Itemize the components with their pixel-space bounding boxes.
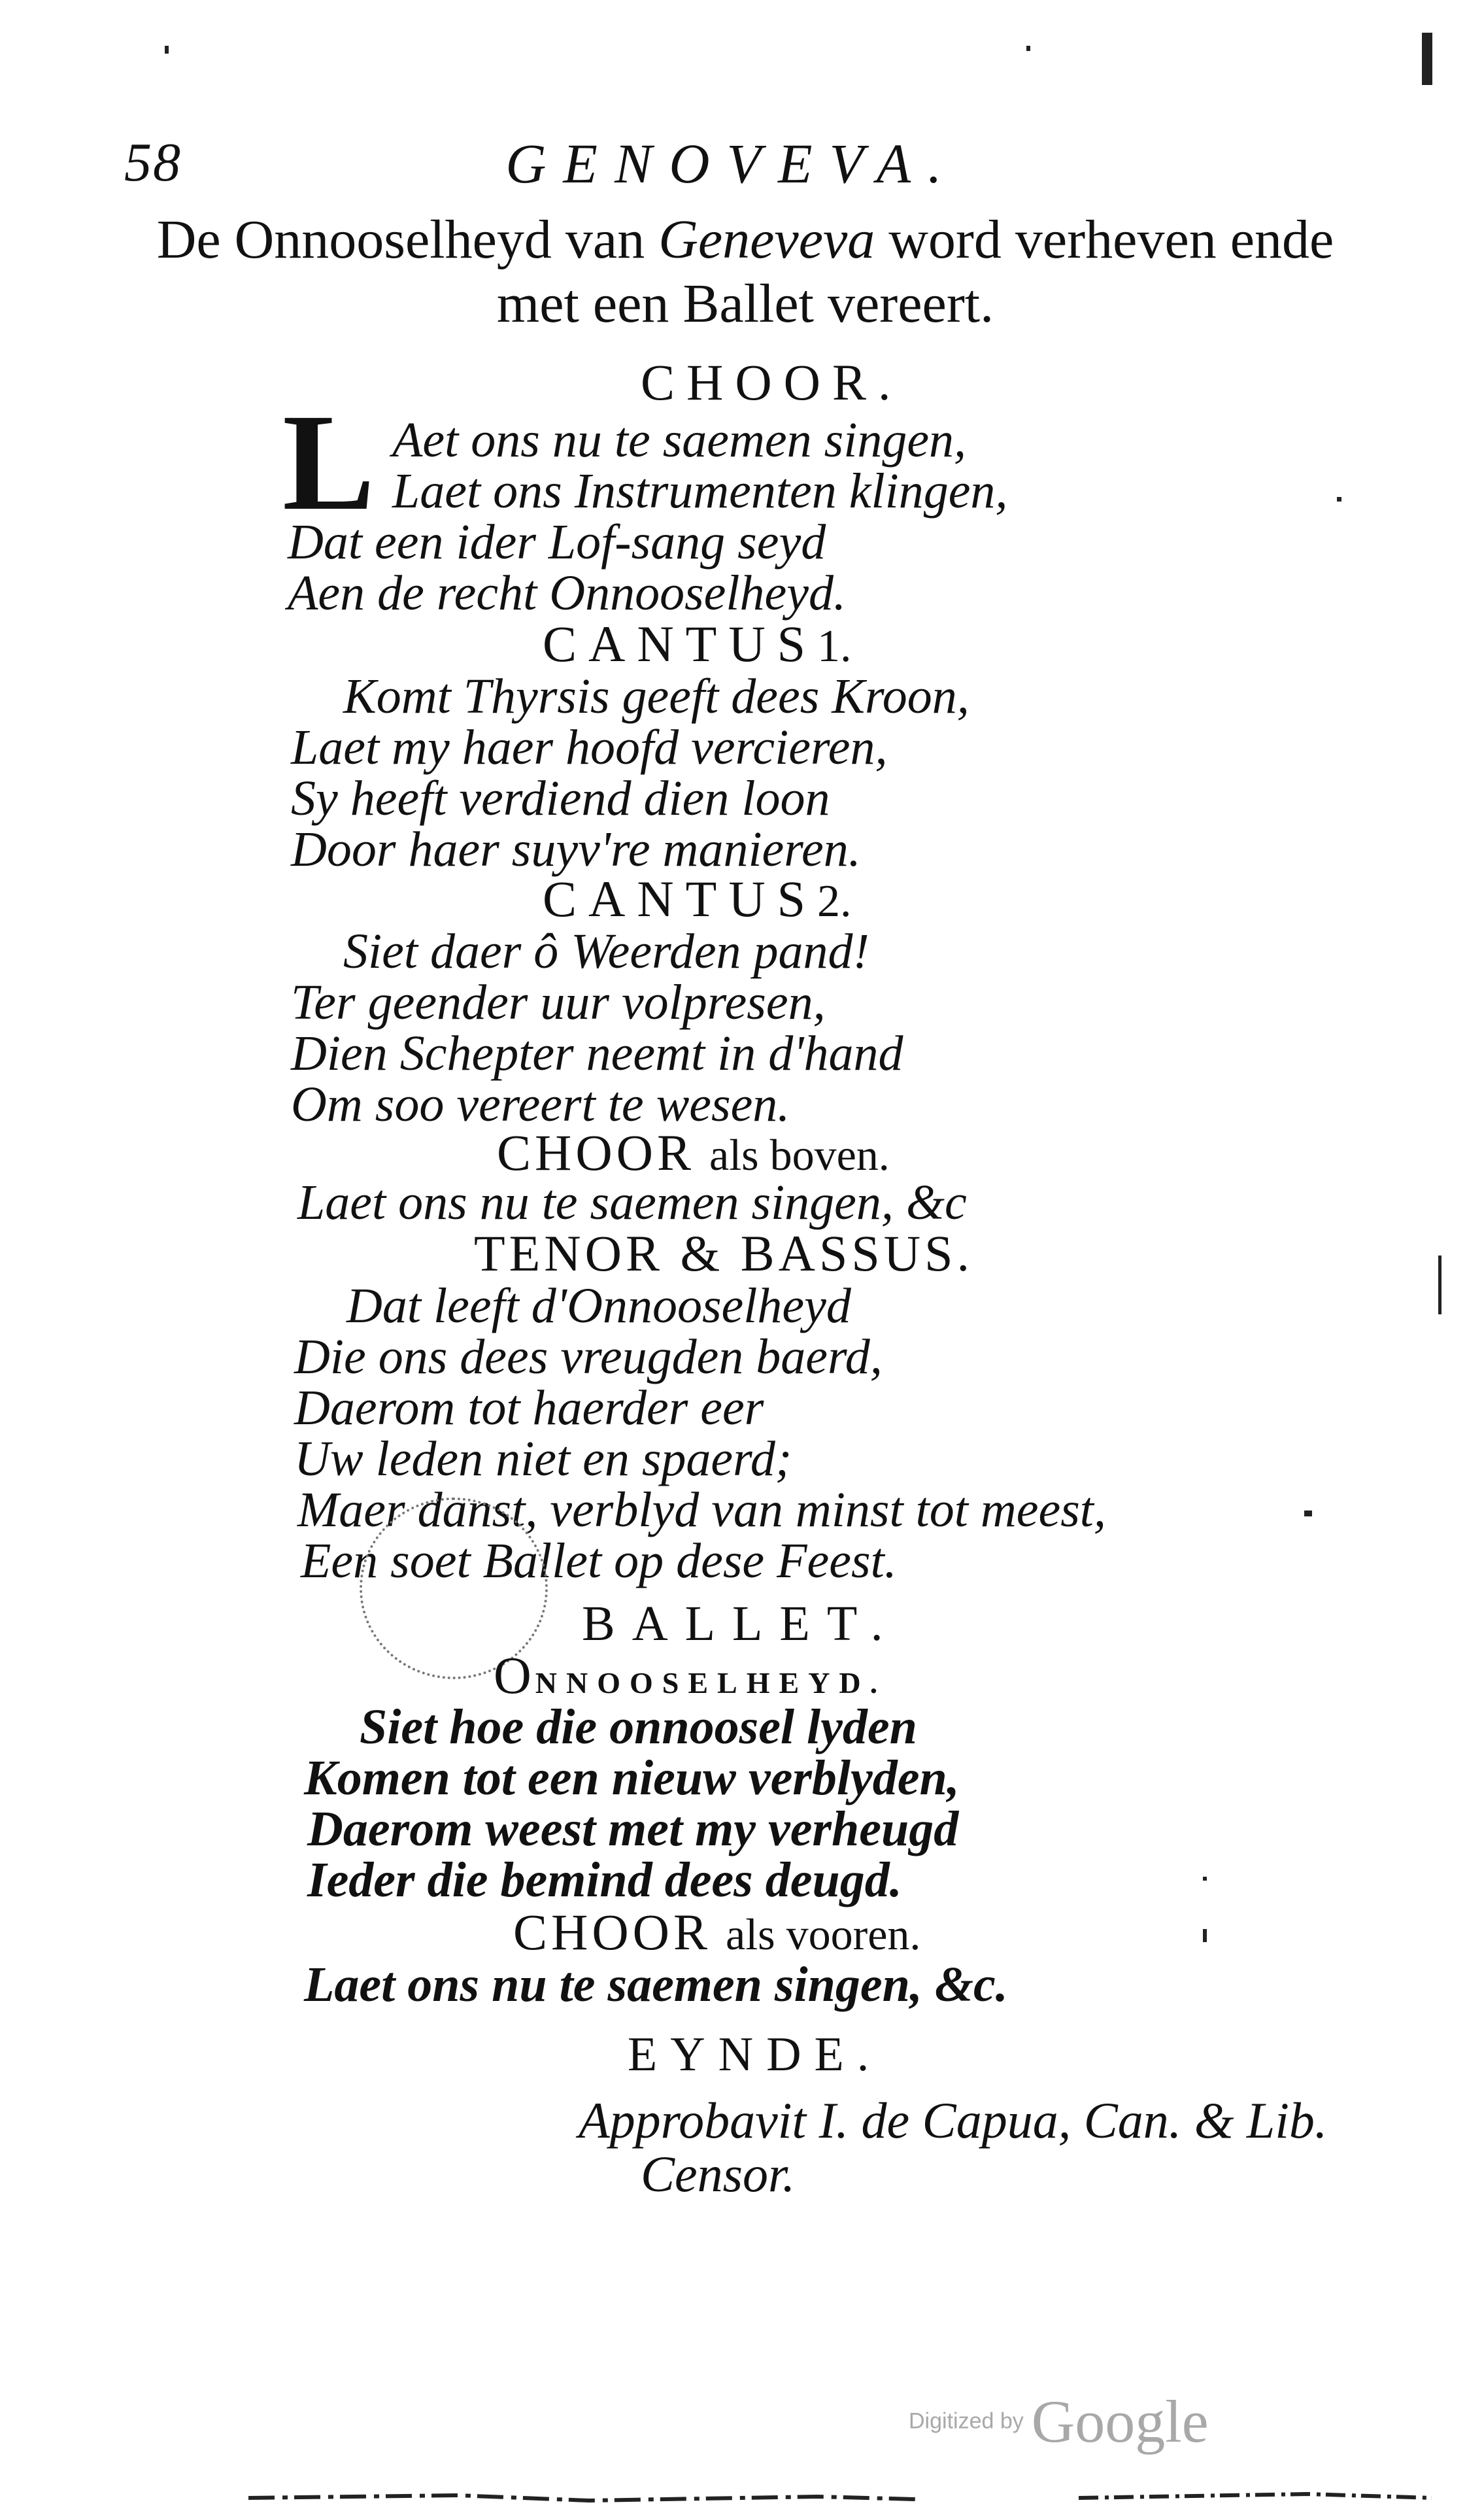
verse-line: Maer danst, verblyd van minst tot meest, <box>297 1482 1106 1537</box>
verse-line: Daerom tot haerder eer <box>294 1380 764 1435</box>
verse-line: Laet ons Instrumenten klingen, <box>392 464 1008 519</box>
verse-line: Dat een ider Lof-sang seyd <box>288 515 826 570</box>
section-title-line-1: De Onnooselheyd van Geneveva word verheven ende <box>156 209 1334 270</box>
verse-line: Dien Schepter neemt in d'hand <box>291 1026 903 1081</box>
watermark-brand: Google <box>1031 2388 1209 2455</box>
scan-bottom-edge <box>0 2478 1484 2511</box>
verse-line: Laet my haer hoofd vercieren, <box>291 720 888 775</box>
verse-line: Aen de recht Onnooselheyd. <box>288 566 846 621</box>
verse-line: Ter geender uur volpresen, <box>291 975 826 1030</box>
verse-line: Komt Thyrsis geeft dees Kroon, <box>343 669 970 724</box>
heading-choor-repeat: CHOOR als boven. <box>497 1124 890 1181</box>
watermark-prefix: Digitized by <box>909 2408 1024 2434</box>
heading-tenor-bassus: TENOR & BASSUS. <box>474 1225 973 1282</box>
verse-line: Uw leden niet en spaerd; <box>294 1431 792 1486</box>
heading-choor: CHOOR. <box>641 354 903 411</box>
verse-line: Siet hoe die onnoosel lyden <box>360 1700 917 1754</box>
verse-line: Om soo vereert te wesen. <box>291 1077 790 1132</box>
heading-cantus-2: CANTUS2. <box>543 870 852 927</box>
running-head <box>124 131 1340 203</box>
scan-speck <box>1304 1511 1312 1516</box>
verse-line: Aet ons nu te saemen singen, <box>392 413 967 468</box>
scan-speck <box>1203 1877 1207 1881</box>
drop-cap: L <box>282 385 375 539</box>
verse-line: Door haer suyv're manieren. <box>291 822 861 877</box>
verse-line: Een soet Ballet op dese Feest. <box>301 1533 897 1588</box>
verse-line: Laet ons nu te saemen singen, &c <box>297 1175 967 1230</box>
scan-speck <box>1026 46 1030 51</box>
page-number: 58 <box>124 132 182 193</box>
section-title <box>98 208 1392 336</box>
book-title: GENOVEVA. <box>505 132 959 195</box>
scan-speck <box>1203 1929 1207 1942</box>
verse-line: Sy heeft verdiend dien loon <box>291 771 830 826</box>
heading-choor-final: CHOOR als vooren. <box>513 1904 921 1960</box>
section-title-line-2: met een Ballet vereert. <box>496 273 994 334</box>
verse-line: Daerom weest met my verheugd <box>307 1802 959 1856</box>
finis: EYNDE. <box>628 2028 883 2081</box>
approbation-line-2: Censor. <box>641 2145 796 2202</box>
scan-speck <box>1337 497 1341 502</box>
scan-speck <box>165 46 169 54</box>
verse-line: Laet ons nu te saemen singen, &c. <box>304 1957 1008 2012</box>
verse-line: Komen tot een nieuw verblyden, <box>304 1751 960 1805</box>
approbation-line-1: Approbavit I. de Capua, Can. & Lib. <box>579 2092 1328 2149</box>
subheading-onnooselheyd: ONNOOSELHEYD. <box>494 1647 887 1705</box>
scan-mark <box>1422 33 1432 85</box>
verse-line: Siet daer ô Weerden pand! <box>343 924 869 979</box>
verse-line: Die ons dees vreugden baerd, <box>294 1329 883 1384</box>
section-title-name: Geneveva <box>658 209 875 270</box>
scan-speck <box>1438 1256 1442 1314</box>
verse-line: Dat leeft d'Onnooselheyd <box>346 1278 851 1333</box>
digitization-watermark <box>909 2387 1209 2456</box>
verse-line: Ieder die bemind dees deugd. <box>307 1853 902 1907</box>
heading-cantus-1: CANTUS1. <box>543 615 852 672</box>
heading-ballet: BALLET. <box>582 1596 900 1651</box>
